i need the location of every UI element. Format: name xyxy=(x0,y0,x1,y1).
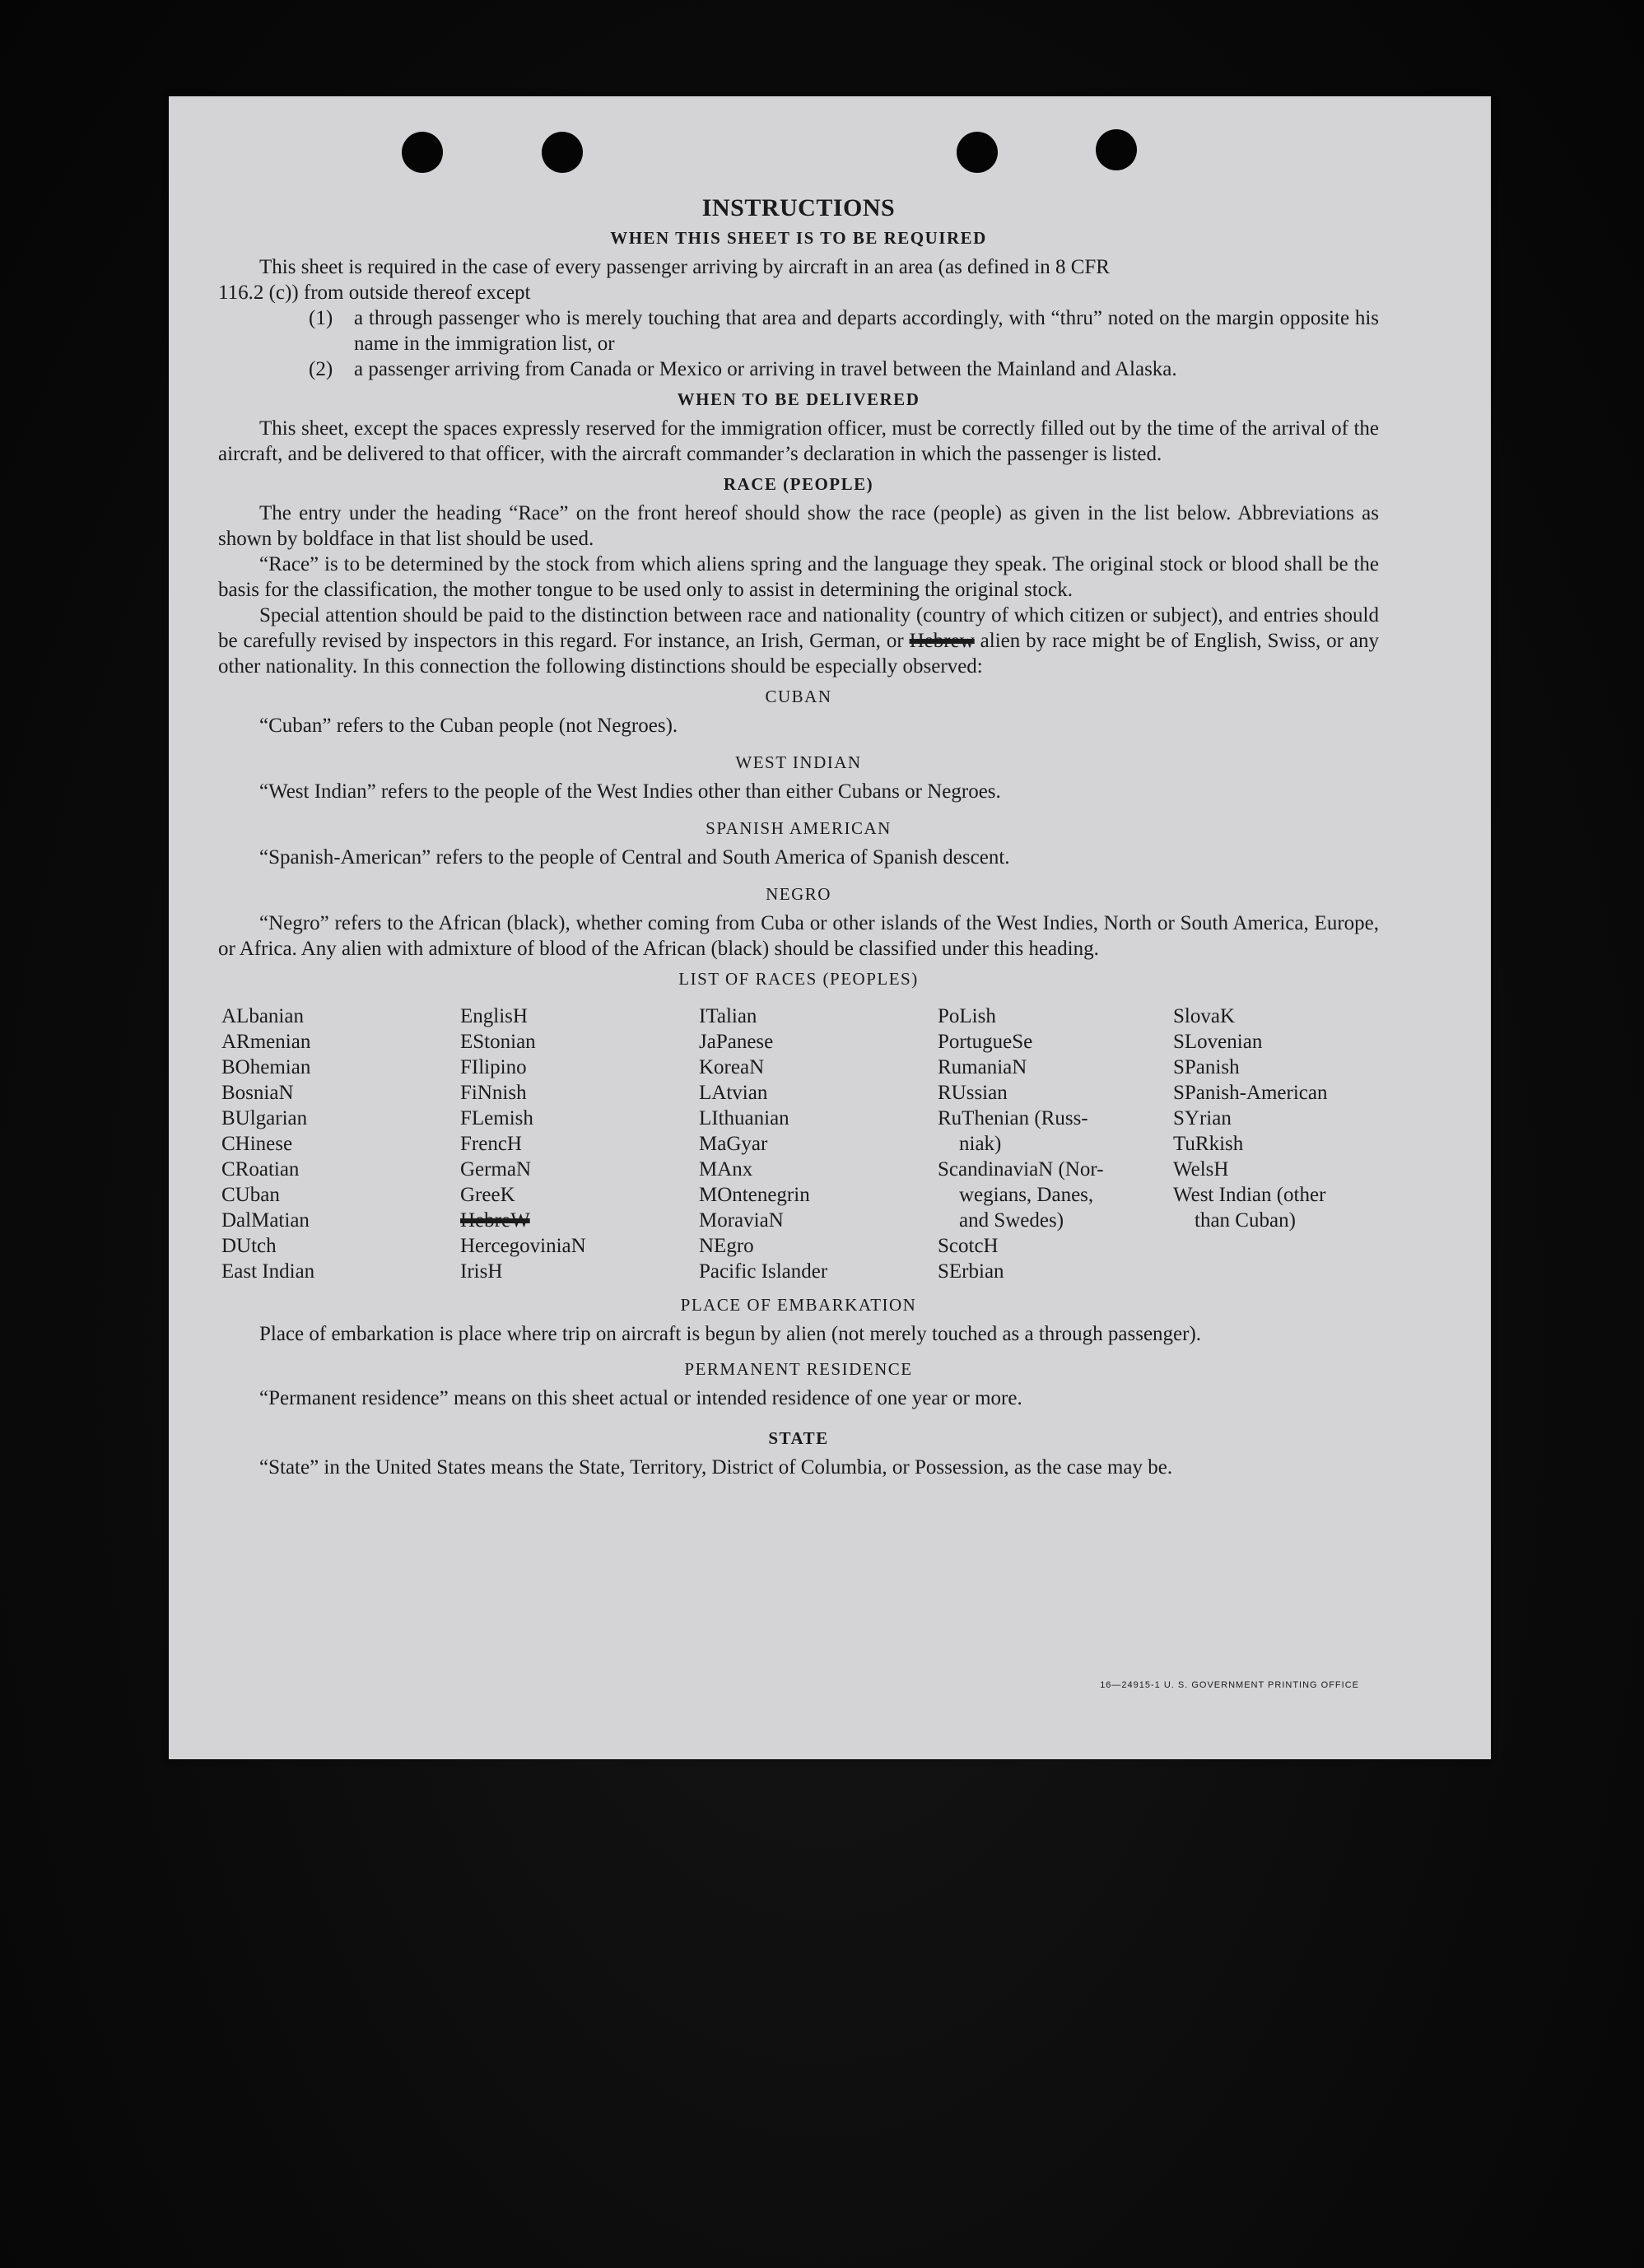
delivered-text: This sheet, except the spaces expressly reserved for the immigration officer, must be correctly filled out by the time of the arrival of the aircraft, and be delivered to that officer, with the aircraft commander’s declaration in which the passenger is listed. xyxy=(218,417,1379,465)
race-entry: ScotcH xyxy=(938,1235,999,1257)
punch-hole xyxy=(1096,129,1137,170)
race-entry: West Indian (other xyxy=(1173,1184,1326,1206)
required-item-2 xyxy=(218,356,1379,382)
race-entry: DUtch xyxy=(221,1235,277,1257)
race-entry: SLovenian xyxy=(1173,1031,1263,1053)
races-column-2 xyxy=(460,1004,699,1284)
race-entry: and Swedes) xyxy=(959,1209,1064,1232)
race-entry: ITalian xyxy=(699,1005,757,1027)
race-entry: PortugueSe xyxy=(938,1031,1033,1053)
section-heading-west-indian: WEST INDIAN xyxy=(735,752,862,772)
item-number: (1) xyxy=(309,307,333,329)
required-intro-line-2: 116.2 (c)) from outside thereof except xyxy=(218,282,531,304)
race-entry: wegians, Danes, xyxy=(959,1184,1094,1206)
race-entry: CUban xyxy=(221,1184,280,1206)
required-item-1 xyxy=(218,305,1379,356)
race-entry: GermaN xyxy=(460,1158,532,1181)
race-entry: than Cuban) xyxy=(1195,1209,1296,1232)
race-entry: RumaniaN xyxy=(938,1056,1027,1078)
race-entry: CRoatian xyxy=(221,1158,300,1181)
embarkation-text: Place of embarkation is place where trip on aircraft is begun by alien (not merely touched as a through passenger). xyxy=(259,1323,1202,1345)
punch-hole xyxy=(542,132,583,173)
document-sheet xyxy=(169,96,1491,1759)
race-paragraph-3-end: alien by race might be of English, Swiss, or any other nationality. In this connection the following distinctions should be especially observed: xyxy=(218,630,1380,678)
west-indian-text: “West Indian” refers to the people of the West Indies other than either Cubans or Negroes. xyxy=(259,780,1001,803)
race-entry: NEgro xyxy=(699,1235,754,1257)
race-entry: RuThenian (Russ- xyxy=(938,1107,1088,1129)
required-intro xyxy=(218,254,1379,280)
race-entry: FiNnish xyxy=(460,1082,527,1104)
section-heading-negro: NEGRO xyxy=(766,884,831,904)
races-column-1 xyxy=(221,1004,460,1284)
residence-text: “Permanent residence” means on this sheet actual or intended residence of one year or more. xyxy=(259,1387,1022,1409)
race-entry: WelsH xyxy=(1173,1158,1229,1181)
race-entry: BosniaN xyxy=(221,1082,294,1104)
race-entry: ScandinaviaN (Nor- xyxy=(938,1158,1104,1181)
race-entry: FIlipino xyxy=(460,1056,527,1078)
race-entry: DalMatian xyxy=(221,1209,310,1232)
race-entry: PoLish xyxy=(938,1005,996,1027)
race-entry: JaPanese xyxy=(699,1031,774,1053)
race-entry: East Indian xyxy=(221,1260,315,1283)
race-entry: CHinese xyxy=(221,1133,293,1155)
race-entry: MOntenegrin xyxy=(699,1184,810,1206)
race-entry: MaGyar xyxy=(699,1133,768,1155)
race-entry: MoraviaN xyxy=(699,1209,784,1232)
race-entry: SPanish xyxy=(1173,1056,1240,1078)
race-paragraph-3-start: Special attention should be paid to the distinction between race and nationality (country of which citizen or subject), and entries should be carefully revised by inspectors in this regard. For instance, an Irish, German, or xyxy=(218,604,1379,652)
punch-hole xyxy=(402,132,443,173)
race-entry: KoreaN xyxy=(699,1056,765,1078)
race-entry: BOhemian xyxy=(221,1056,311,1078)
race-paragraph-1: The entry under the heading “Race” on the front hereof should show the race (people) as given in the list below. Abbreviations as shown by boldface in that list should be used. xyxy=(218,502,1379,550)
item-number: (2) xyxy=(309,358,333,380)
race-entry-struck: HebreW xyxy=(460,1209,530,1232)
race-entry: SlovaK xyxy=(1173,1005,1235,1027)
section-heading-embarkation: PLACE OF EMBARKATION xyxy=(680,1295,917,1315)
item-text: a passenger arriving from Canada or Mexico or arriving in travel between the Mainland and Alaska. xyxy=(354,358,1177,380)
state-text: “State” in the United States means the State, Territory, District of Columbia, or Possession, as the case may be. xyxy=(259,1456,1173,1479)
race-entry: ARmenian xyxy=(221,1031,311,1053)
race-entry: SErbian xyxy=(938,1260,1004,1283)
section-heading-spanish-american: SPANISH AMERICAN xyxy=(706,818,892,838)
race-entry: FLemish xyxy=(460,1107,533,1129)
section-heading-list: LIST OF RACES (PEOPLES) xyxy=(678,969,919,989)
races-column-5 xyxy=(1173,1004,1387,1284)
cuban-text: “Cuban” refers to the Cuban people (not Negroes). xyxy=(259,715,678,737)
races-column-4 xyxy=(938,1004,1173,1284)
race-entry: LIthuanian xyxy=(699,1107,789,1129)
document-title: INSTRUCTIONS xyxy=(701,194,896,221)
race-entry: BUlgarian xyxy=(221,1107,308,1129)
races-column-3 xyxy=(699,1004,938,1284)
race-entry: Pacific Islander xyxy=(699,1260,828,1283)
section-heading-residence: PERMANENT RESIDENCE xyxy=(684,1359,913,1379)
race-entry: SPanish-American xyxy=(1173,1082,1328,1104)
race-entry: SYrian xyxy=(1173,1107,1232,1129)
race-entry: RUssian xyxy=(938,1082,1008,1104)
race-paragraph-3 xyxy=(218,603,1379,679)
required-intro-2 xyxy=(218,280,1379,305)
required-intro-line-1: This sheet is required in the case of every passenger arriving by aircraft in an area (as defined in 8 CFR xyxy=(259,256,1110,278)
item-text: a through passenger who is merely touching that area and departs accordingly, with “thru” noted on the margin opposite his name in the immigration list, or xyxy=(354,307,1379,355)
section-heading-race: RACE (PEOPLE) xyxy=(723,474,874,494)
printer-mark: 16—24915-1 U. S. GOVERNMENT PRINTING OFFICE xyxy=(1100,1680,1359,1690)
race-entry: HercegoviniaN xyxy=(460,1235,586,1257)
section-heading-cuban: CUBAN xyxy=(765,687,832,706)
race-entry: LAtvian xyxy=(699,1082,768,1104)
race-entry: niak) xyxy=(959,1133,1002,1155)
race-entry: IrisH xyxy=(460,1260,503,1283)
struck-word: Hebrew xyxy=(909,630,975,652)
negro-text: “Negro” refers to the African (black), whether coming from Cuba or other islands of the West Indies, North or South America, Europe, or Africa. Any alien with admixture of blood of the African (black) should be classified under this heading. xyxy=(218,912,1379,960)
race-entry: TuRkish xyxy=(1173,1133,1244,1155)
section-heading-required: WHEN THIS SHEET IS TO BE REQUIRED xyxy=(610,228,987,248)
race-entry: EnglisH xyxy=(460,1005,528,1027)
races-list xyxy=(221,1004,1379,1284)
race-entry: ALbanian xyxy=(221,1005,304,1027)
race-entry: MAnx xyxy=(699,1158,753,1181)
race-entry: EStonian xyxy=(460,1031,536,1053)
race-entry: GreeK xyxy=(460,1184,515,1206)
section-heading-delivered: WHEN TO BE DELIVERED xyxy=(677,389,920,409)
race-entry: FrencH xyxy=(460,1133,522,1155)
section-heading-state: STATE xyxy=(768,1428,829,1448)
race-paragraph-2: “Race” is to be determined by the stock from which aliens spring and the language they speak. The original stock or blood shall be the basis for the classification, the mother tongue to be used only to assist in determining the original stock. xyxy=(218,553,1379,601)
spanish-american-text: “Spanish-American” refers to the people of Central and South America of Spanish descent. xyxy=(259,846,1010,869)
punch-hole xyxy=(957,132,998,173)
instructions-content xyxy=(218,195,1379,1480)
